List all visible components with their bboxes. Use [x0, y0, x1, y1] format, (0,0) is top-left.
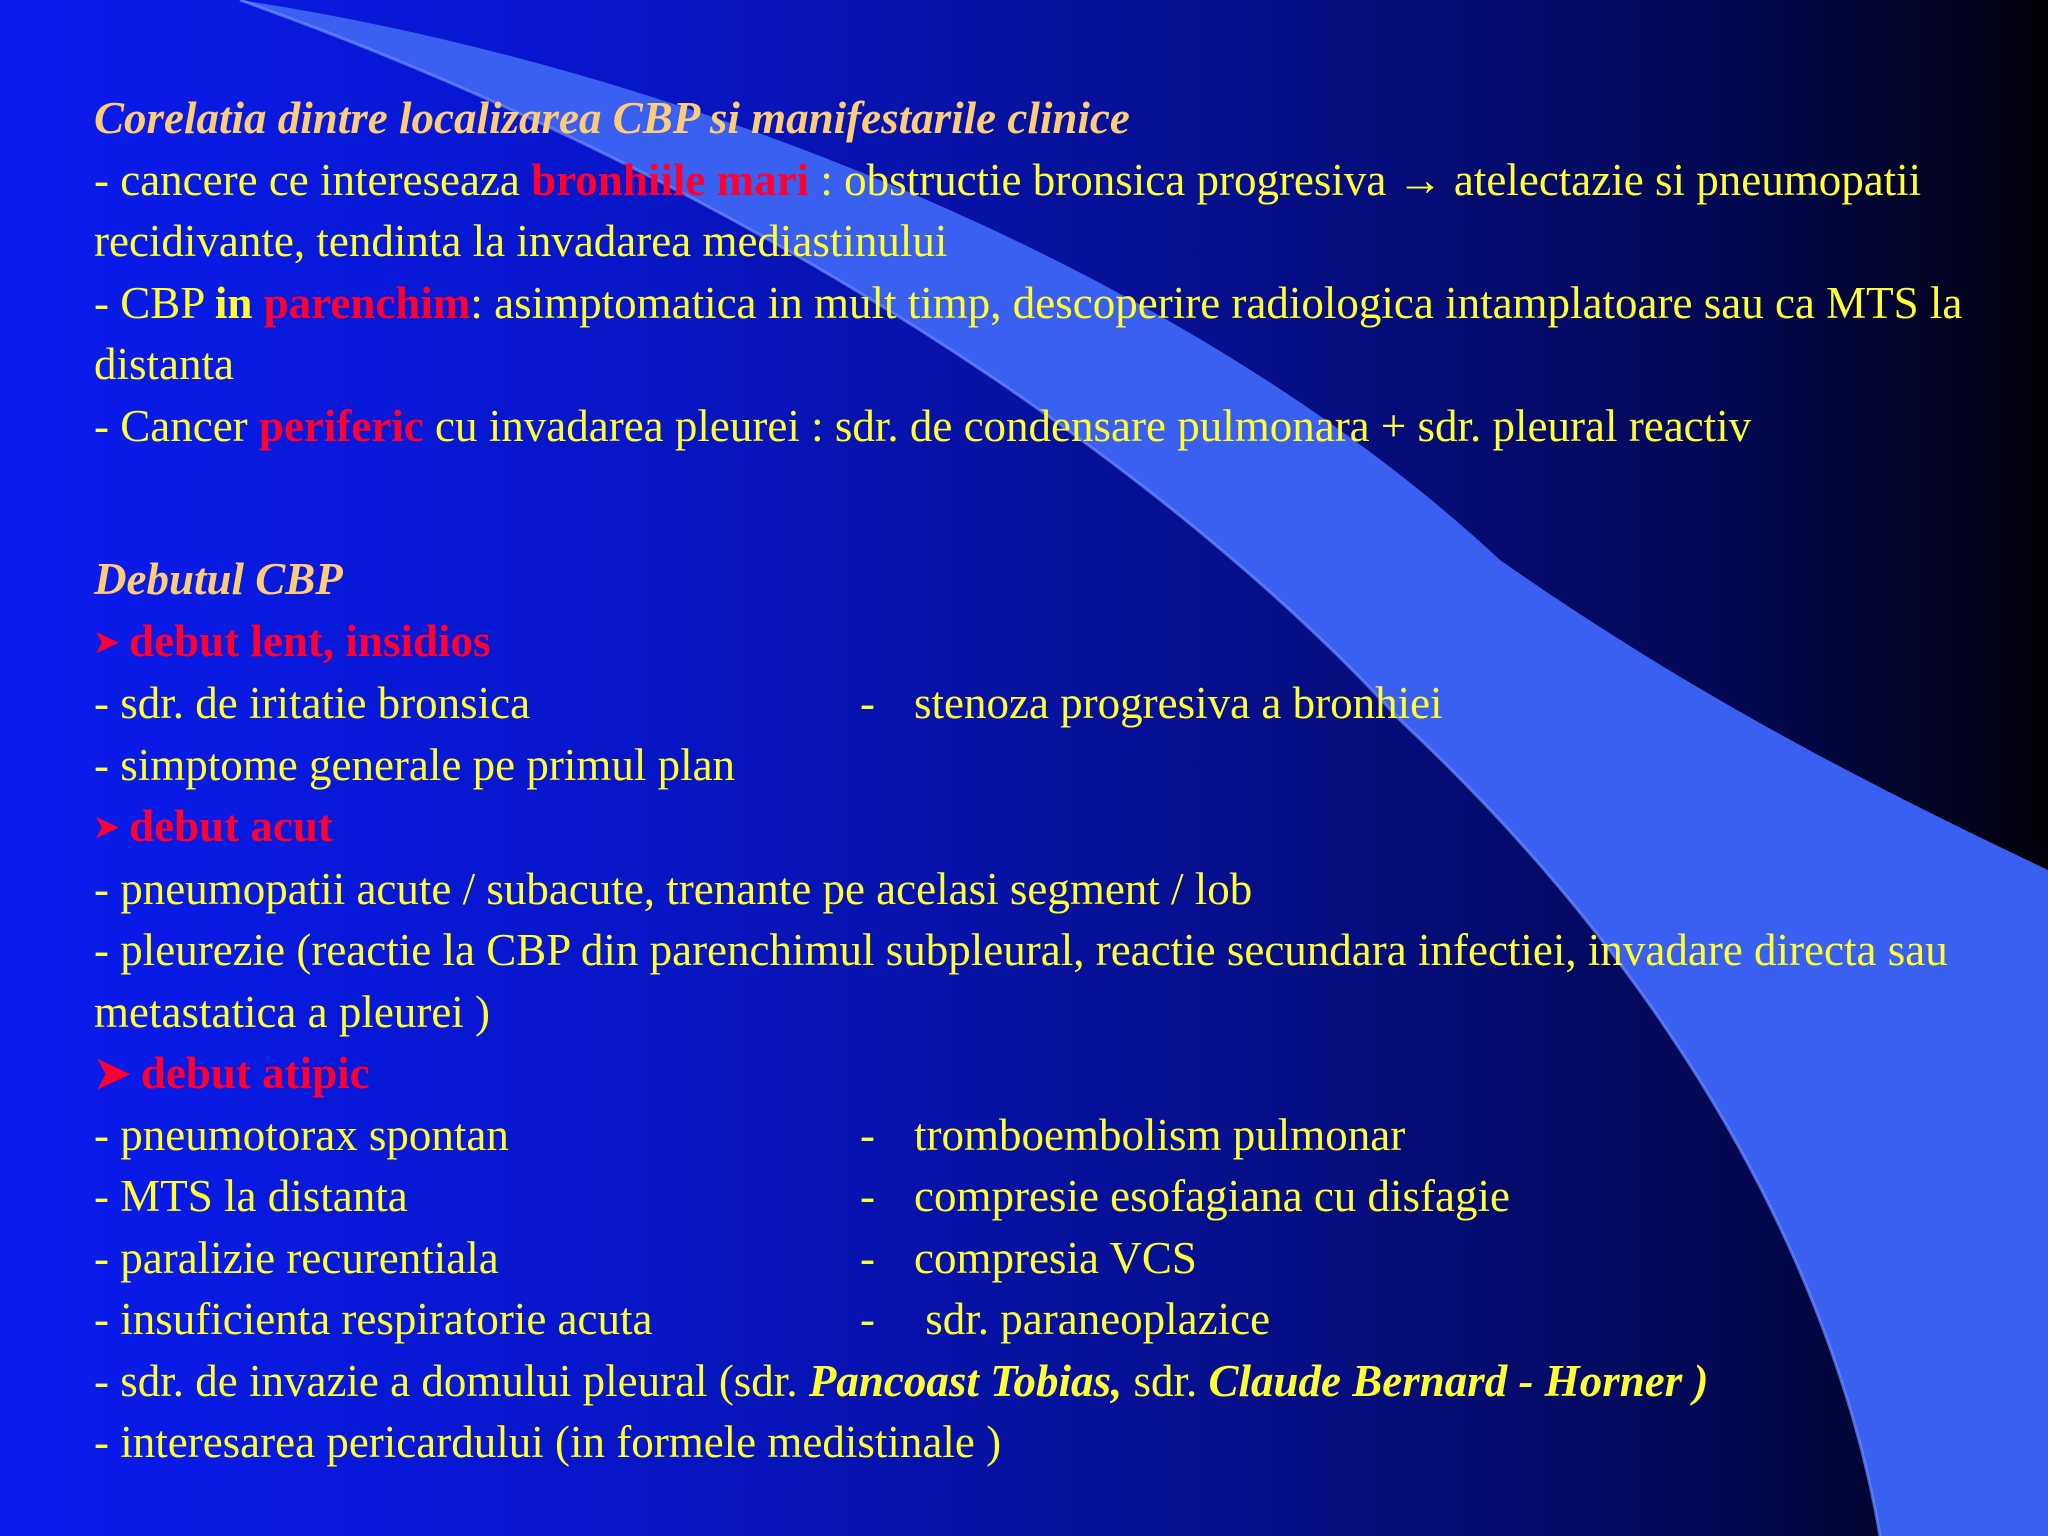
subheading-acute-onset: [94, 796, 2014, 859]
row-right: compresie esofagiana cu disfagie: [914, 1171, 1510, 1221]
arrowhead-bullet-icon: ➤: [94, 811, 120, 844]
text-segment: cu invadarea pleurei : sdr. de condensare pulmonara + sdr. pleural reactiv: [423, 400, 1752, 451]
text-segment: - sdr. de invazie a domului pleural (sdr.: [94, 1355, 809, 1406]
row-right: compresia VCS: [914, 1232, 1197, 1283]
text-acute-pneumopathies: - pneumopatii acute / subacute, trenante pe acelasi segment / lob: [94, 863, 1253, 914]
row-bronchial-irritation: [94, 673, 2014, 735]
subheading-text: debut acut: [129, 801, 333, 851]
row-left: - paralizie recurentiala: [94, 1232, 499, 1283]
row-right: stenoza progresiva a bronhiei: [914, 678, 1443, 728]
row-dash: -: [860, 1232, 875, 1283]
text-segment: - cancere ce intereseaza: [94, 154, 532, 205]
highlight-large-bronchi: bronhiile mari: [531, 154, 810, 205]
text-pericardium: - interesarea pericardului (in formele medistinale ): [94, 1417, 1002, 1467]
spacer: [94, 457, 2014, 549]
text-segment: : obstructie bronsica progresiva → atelectazie si pneumopatii recidivante, tendinta la invadarea mediastinului: [94, 154, 1922, 266]
row-right: sdr. paraneoplazice: [914, 1294, 1271, 1344]
row-dash: -: [860, 1171, 875, 1221]
slide-content: [94, 88, 2014, 1474]
text-pleurisy: - pleurezie (reactie la CBP din parenchimul subpleural, reactie secundara infectiei, invadare directa sau metastatica a pleurei ): [94, 925, 1948, 1037]
name-pancoast-tobias: Pancoast Tobias,: [808, 1355, 1123, 1406]
atypical-row: [94, 1105, 2014, 1167]
name-claude-bernard-horner: Claude Bernard - Horner ): [1208, 1355, 1709, 1406]
row-left: - insuficienta respiratorie acuta: [94, 1294, 653, 1344]
subheading-text: debut atipic: [140, 1048, 370, 1098]
text-general-symptoms: - simptome generale pe primul plan: [94, 739, 736, 790]
text-peripheral: [94, 396, 2014, 458]
row-left: - pneumotorax spontan: [94, 1109, 509, 1160]
highlight-parenchyma: parenchim: [263, 277, 471, 328]
text-segment: : asimptomatica in mult timp, descoperire radiologica intamplatoare sau ca MTS la distanta: [94, 277, 1963, 389]
text-pleural-dome-invasion: [94, 1351, 2014, 1413]
text-segment: sdr.: [1122, 1355, 1209, 1406]
text-segment: - Cancer: [94, 400, 259, 451]
row-left: - MTS la distanta: [94, 1171, 408, 1221]
row-dash: -: [860, 1109, 875, 1160]
section-heading-onset: Debutul CBP: [94, 554, 343, 604]
section-heading-correlation: Corelatia dintre localizarea CBP si manifestarile clinice: [94, 93, 1130, 143]
subheading-slow-onset: [94, 611, 2014, 674]
text-large-bronchi: [94, 150, 2014, 273]
text-parenchyma: [94, 273, 2014, 396]
subheading-text: debut lent, insidios: [129, 615, 491, 666]
arrowhead-bullet-icon: ➤: [94, 625, 120, 659]
arrowhead-bullet-icon: ➤: [94, 1049, 131, 1098]
atypical-row: [94, 1166, 2014, 1228]
row-dash: -: [860, 678, 875, 728]
bold-in: in: [214, 277, 253, 328]
row-right: tromboembolism pulmonar: [914, 1109, 1406, 1160]
text-segment: - CBP: [94, 277, 215, 328]
subheading-atypical-onset: [94, 1043, 2014, 1105]
atypical-row: [94, 1228, 2014, 1290]
row-left: - sdr. de iritatie bronsica: [94, 678, 531, 728]
highlight-peripheral: periferic: [258, 400, 424, 451]
row-dash: -: [860, 1294, 875, 1344]
atypical-row: [94, 1289, 2014, 1351]
